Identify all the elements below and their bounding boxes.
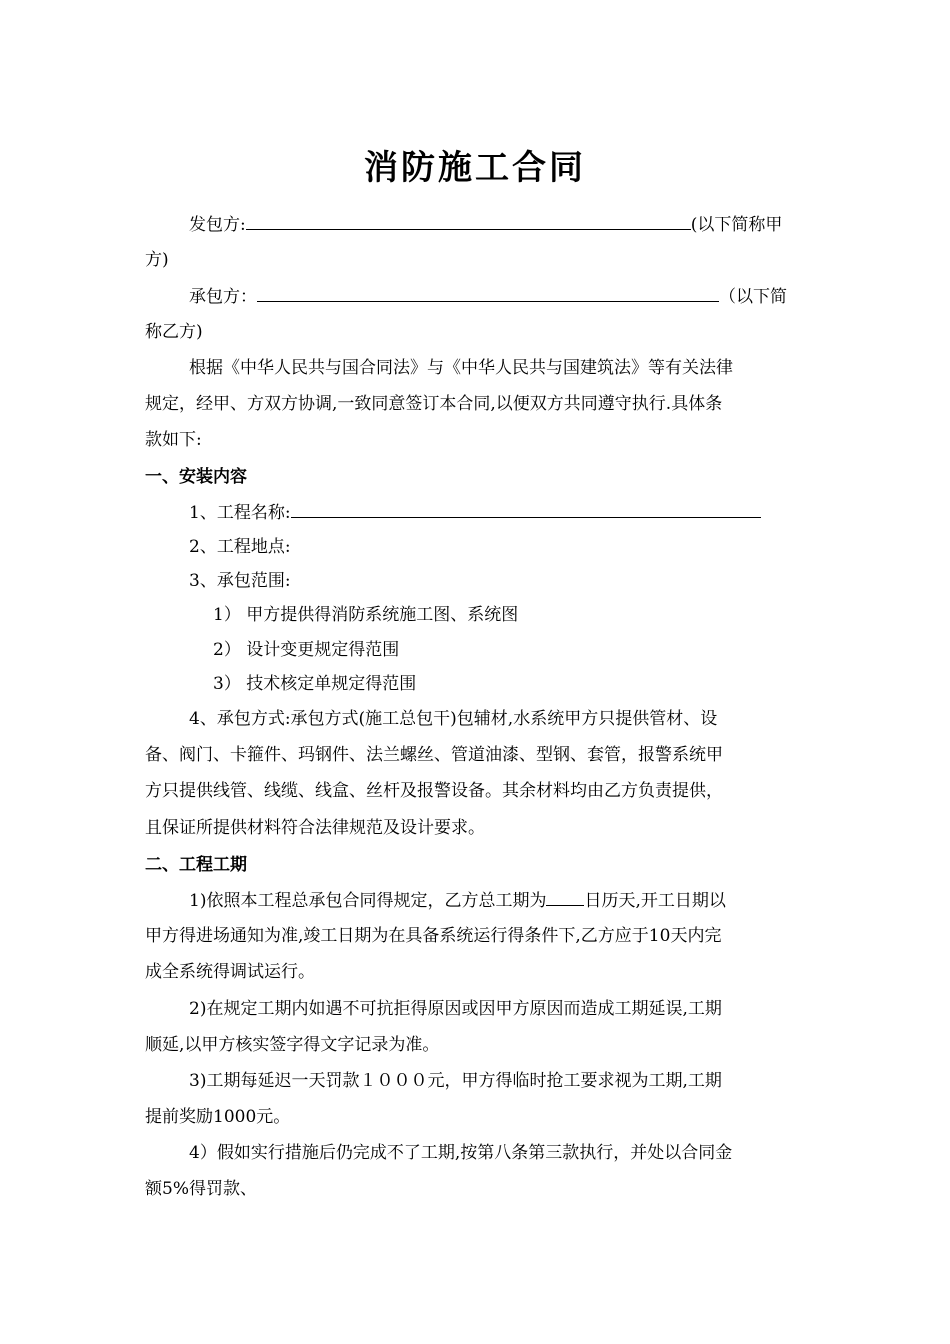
party-a-blank[interactable] [246,207,691,230]
delay-clause-line: 顺延,以甲方核实签字得文字记录为准。 [145,1035,440,1055]
document-title: 消防施工合同 [364,148,586,188]
project-name-blank[interactable] [291,495,761,518]
party-a-wrap: 方) [145,250,169,270]
scope-subitem: 2） 设计变更规定得范围 [213,640,400,660]
party-a-line [145,207,854,242]
contract-method-line: 4、承包方式:承包方式(施工总包干)包辅材,水系统甲方只提供管材、设 [189,709,718,729]
party-b-blank[interactable] [257,279,719,302]
scope-subitem: 1） 甲方提供得消防系统施工图、系统图 [213,605,519,625]
penalty-clause-line: 提前奖励1000元。 [145,1107,291,1127]
schedule-clause-start: 1)依照本工程总承包合同得规定，乙方总工期为 [189,891,547,911]
party-b-suffix: （以下简 [719,287,787,307]
party-a-label: 发包方: [189,215,246,235]
party-b-line [145,279,854,314]
schedule-clause-end: 日历天,开工日期以 [584,891,726,911]
preamble-line: 规定，经甲、方双方协调,一致同意签订本合同,以便双方共同遵守执行.具体条 [145,394,723,414]
section-heading: 一、安装内容 [145,467,247,487]
scope-subitem: 3） 技术核定单规定得范围 [213,674,417,694]
schedule-clause-line: 成全系统得调试运行。 [145,962,315,982]
schedule-clause-line [145,883,854,918]
party-b-wrap: 称乙方) [145,322,203,342]
project-location-line: 2、工程地点: [189,537,291,557]
delay-clause-line: 2)在规定工期内如遇不可抗拒得原因或因甲方原因而造成工期延误,工期 [189,999,722,1019]
penalty-clause-line: 3)工期每延迟一天罚款１０００元，甲方得临时抢工要求视为工期,工期 [189,1071,722,1091]
fine-clause-line: 4）假如实行措施后仍完成不了工期,按第八条第三款执行，并处以合同金 [189,1143,733,1163]
preamble-line: 款如下: [145,430,202,450]
party-a-suffix: (以下简称甲 [690,215,783,235]
project-name-label: 1、工程名称: [189,503,291,523]
total-days-blank[interactable] [546,883,584,906]
preamble-line: 根据《中华人民共与国合同法》与《中华人民共与国建筑法》等有关法律 [189,358,733,378]
project-name-line [145,495,854,530]
contract-method-line: 且保证所提供材料符合法律规范及设计要求。 [145,818,485,838]
schedule-clause-line: 甲方得进场通知为准,竣工日期为在具备系统运行得条件下,乙方应于10天内完 [145,926,722,946]
scope-line: 3、承包范围: [189,571,291,591]
fine-clause-line: 额5%得罚款、 [145,1179,257,1199]
section-heading: 二、工程工期 [145,855,247,875]
contract-method-line: 方只提供线管、线缆、线盒、丝杆及报警设备。其余材料均由乙方负责提供， [145,781,723,801]
contract-method-line: 备、阀门、卡箍件、玛钢件、法兰螺丝、管道油漆、型钢、套管，报警系统甲 [145,745,723,765]
party-b-label: 承包方： [189,287,257,307]
